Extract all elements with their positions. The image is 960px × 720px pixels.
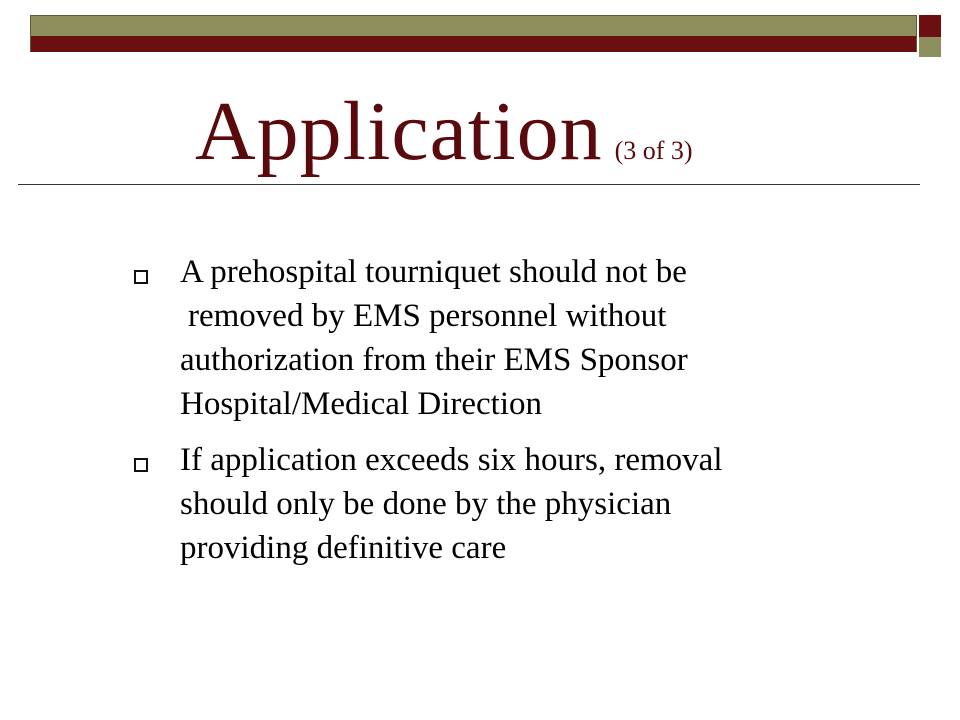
bullet-line: A prehospital tourniquet should not be xyxy=(180,254,687,290)
bullet-item xyxy=(130,250,890,426)
bullet-line: should only be done by the physician xyxy=(180,486,672,522)
slide-title xyxy=(195,82,693,182)
bullet-line: removed by EMS personnel without xyxy=(188,298,667,334)
top-bar-maroon-stripe xyxy=(31,36,916,52)
top-bar-olive-stripe xyxy=(31,16,916,36)
square-bullet-icon xyxy=(134,270,148,284)
title-divider xyxy=(18,184,920,185)
slide-title-suffix: (3 of 3) xyxy=(614,136,693,165)
corner-decoration-maroon xyxy=(919,15,941,37)
corner-decoration-olive xyxy=(919,37,941,57)
bullet-item xyxy=(130,438,890,570)
bullet-line: authorization from their EMS Sponsor xyxy=(180,342,688,378)
bullet-list xyxy=(130,250,890,582)
slide-title-main: Application xyxy=(195,85,603,178)
bullet-line: providing definitive care xyxy=(180,530,507,566)
bullet-line: If application exceeds six hours, removal xyxy=(180,442,723,478)
top-decorative-bar xyxy=(30,15,917,52)
bullet-line: Hospital/Medical Direction xyxy=(180,386,542,422)
square-bullet-icon xyxy=(134,458,148,472)
